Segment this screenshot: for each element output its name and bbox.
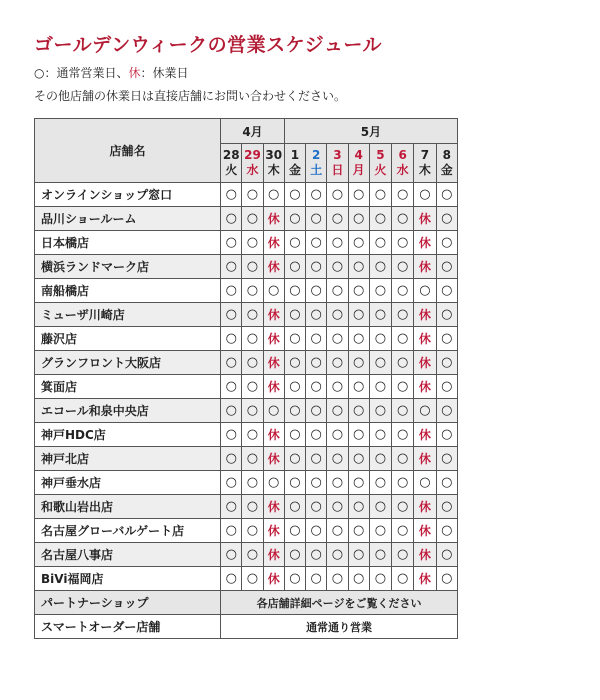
status-holiday: 休: [414, 375, 436, 399]
day-header-cell: [284, 144, 305, 183]
status-open: ○: [284, 231, 305, 255]
store-name: オンラインショップ窓口: [35, 183, 221, 207]
status-open: ○: [284, 495, 305, 519]
status-open: ○: [392, 375, 414, 399]
legend-holiday-text: ：休業日: [140, 66, 189, 80]
status-open: ○: [369, 495, 391, 519]
day-number: 3: [333, 148, 342, 162]
store-name: 箕面店: [35, 375, 221, 399]
status-open: ○: [436, 351, 457, 375]
status-open: ○: [392, 423, 414, 447]
day-of-week: 木: [267, 163, 280, 177]
day-header-cell: [369, 144, 391, 183]
status-open: ○: [242, 543, 263, 567]
status-open: ○: [392, 231, 414, 255]
status-open: ○: [327, 495, 348, 519]
status-open: ○: [221, 471, 242, 495]
contact-note: その他店舗の休業日は直接店舗にお問い合わせください。: [34, 89, 347, 103]
store-name: 神戸垂水店: [35, 471, 221, 495]
status-open: ○: [221, 207, 242, 231]
store-row: [35, 279, 458, 303]
store-name: 名古屋八事店: [35, 543, 221, 567]
status-open: ○: [327, 231, 348, 255]
status-open: ○: [414, 471, 436, 495]
status-holiday: 休: [414, 351, 436, 375]
store-row: [35, 327, 458, 351]
status-open: ○: [327, 375, 348, 399]
store-row: [35, 231, 458, 255]
day-of-week: 月: [352, 163, 365, 177]
status-holiday: 休: [263, 327, 284, 351]
status-open: ○: [284, 399, 305, 423]
status-holiday: 休: [414, 495, 436, 519]
store-name: 南船橋店: [35, 279, 221, 303]
status-holiday: 休: [263, 303, 284, 327]
status-open: ○: [436, 231, 457, 255]
status-open: ○: [221, 303, 242, 327]
day-of-week: 土: [310, 163, 323, 177]
store-row: [35, 567, 458, 591]
status-open: ○: [369, 399, 391, 423]
status-open: ○: [263, 471, 284, 495]
status-open: ○: [369, 327, 391, 351]
status-open: ○: [369, 423, 391, 447]
status-open: ○: [436, 183, 457, 207]
status-open: ○: [284, 255, 305, 279]
status-open: ○: [284, 183, 305, 207]
status-holiday: 休: [414, 567, 436, 591]
status-open: ○: [242, 567, 263, 591]
status-open: ○: [348, 351, 369, 375]
status-open: ○: [242, 471, 263, 495]
store-name: エコール和泉中央店: [35, 399, 221, 423]
status-open: ○: [284, 471, 305, 495]
day-header-cell: [242, 144, 263, 183]
status-open: ○: [369, 375, 391, 399]
status-holiday: 休: [414, 543, 436, 567]
legend: [34, 64, 189, 81]
status-open: ○: [327, 207, 348, 231]
status-open: ○: [392, 447, 414, 471]
day-header-cell: [263, 144, 284, 183]
status-holiday: 休: [414, 423, 436, 447]
status-open: ○: [284, 351, 305, 375]
status-open: ○: [348, 303, 369, 327]
status-open: ○: [369, 567, 391, 591]
store-name: 日本橋店: [35, 231, 221, 255]
day-of-week: 木: [418, 163, 431, 177]
status-open: ○: [348, 375, 369, 399]
status-open: ○: [348, 327, 369, 351]
status-open: ○: [392, 567, 414, 591]
status-holiday: 休: [263, 447, 284, 471]
status-open: ○: [263, 279, 284, 303]
status-open: ○: [242, 423, 263, 447]
status-open: ○: [242, 327, 263, 351]
status-open: ○: [221, 279, 242, 303]
status-open: ○: [327, 423, 348, 447]
status-open: ○: [221, 519, 242, 543]
status-holiday: 休: [414, 231, 436, 255]
day-header-cell: [327, 144, 348, 183]
status-open: ○: [327, 279, 348, 303]
day-header-cell: [436, 144, 457, 183]
status-open: ○: [242, 351, 263, 375]
day-number: 7: [420, 148, 430, 162]
day-of-week: 日: [331, 163, 344, 177]
day-number: 4: [354, 148, 363, 162]
status-holiday: 休: [263, 423, 284, 447]
store-row: [35, 351, 458, 375]
status-open: ○: [327, 183, 348, 207]
status-holiday: 休: [414, 327, 436, 351]
status-open: ○: [306, 423, 327, 447]
status-open: ○: [242, 279, 263, 303]
status-open: ○: [242, 447, 263, 471]
store-row: [35, 375, 458, 399]
store-row: [35, 471, 458, 495]
legend-open-symbol: ○: [34, 66, 45, 80]
legend-holiday-symbol: 休: [128, 66, 141, 80]
status-open: ○: [392, 327, 414, 351]
status-open: ○: [306, 231, 327, 255]
status-open: ○: [369, 543, 391, 567]
status-open: ○: [306, 567, 327, 591]
status-holiday: 休: [263, 351, 284, 375]
status-open: ○: [392, 207, 414, 231]
day-of-week: 火: [374, 163, 387, 177]
status-open: ○: [348, 519, 369, 543]
status-open: ○: [392, 279, 414, 303]
status-open: ○: [392, 303, 414, 327]
day-header-cell: [348, 144, 369, 183]
status-open: ○: [242, 375, 263, 399]
status-open: ○: [221, 375, 242, 399]
status-open: ○: [327, 399, 348, 423]
status-open: ○: [242, 519, 263, 543]
status-open: ○: [348, 231, 369, 255]
day-header-cell: [221, 144, 242, 183]
day-of-week: 水: [246, 163, 259, 177]
store-name: 名古屋グローバルゲート店: [35, 519, 221, 543]
status-holiday: 休: [263, 519, 284, 543]
store-name: ミューザ川崎店: [35, 303, 221, 327]
store-name: グランフロント大阪店: [35, 351, 221, 375]
store-name: 神戸北店: [35, 447, 221, 471]
day-number: 6: [398, 148, 407, 162]
status-open: ○: [436, 303, 457, 327]
status-holiday: 休: [263, 255, 284, 279]
status-open: ○: [221, 495, 242, 519]
status-open: ○: [436, 495, 457, 519]
status-open: ○: [327, 327, 348, 351]
schedule-body: [35, 183, 458, 591]
status-open: ○: [436, 567, 457, 591]
store-row: [35, 399, 458, 423]
schedule-table: [34, 118, 458, 639]
page-title: ゴールデンウィークの営業スケジュール: [34, 34, 382, 56]
status-open: ○: [263, 183, 284, 207]
status-open: ○: [306, 183, 327, 207]
status-open: ○: [327, 447, 348, 471]
status-holiday: 休: [414, 255, 436, 279]
status-open: ○: [369, 279, 391, 303]
status-open: ○: [306, 519, 327, 543]
status-open: ○: [369, 231, 391, 255]
status-open: ○: [369, 303, 391, 327]
status-open: ○: [392, 351, 414, 375]
day-of-week: 水: [396, 163, 409, 177]
status-open: ○: [306, 375, 327, 399]
status-open: ○: [284, 375, 305, 399]
status-open: ○: [284, 567, 305, 591]
status-open: ○: [327, 543, 348, 567]
status-open: ○: [221, 327, 242, 351]
status-open: ○: [242, 495, 263, 519]
day-number: 1: [290, 148, 300, 162]
day-number: 28: [222, 148, 240, 162]
legend-open-text: ：通常営業日、: [44, 66, 129, 80]
status-open: ○: [436, 375, 457, 399]
store-row: [35, 303, 458, 327]
status-open: ○: [369, 207, 391, 231]
status-open: ○: [436, 327, 457, 351]
status-open: ○: [306, 279, 327, 303]
status-open: ○: [306, 495, 327, 519]
status-open: ○: [369, 183, 391, 207]
status-holiday: 休: [263, 543, 284, 567]
status-open: ○: [221, 231, 242, 255]
status-open: ○: [284, 303, 305, 327]
status-open: ○: [284, 543, 305, 567]
status-open: ○: [414, 279, 436, 303]
status-open: ○: [221, 567, 242, 591]
status-open: ○: [284, 327, 305, 351]
store-row: [35, 543, 458, 567]
status-open: ○: [348, 423, 369, 447]
status-open: ○: [327, 519, 348, 543]
status-open: ○: [348, 567, 369, 591]
status-open: ○: [348, 399, 369, 423]
day-number: 30: [265, 148, 283, 162]
smart-order-note: 通常通り営業: [221, 615, 458, 639]
status-open: ○: [221, 399, 242, 423]
day-number: 29: [244, 148, 261, 162]
status-holiday: 休: [414, 207, 436, 231]
status-open: ○: [436, 471, 457, 495]
store-row: [35, 207, 458, 231]
status-holiday: 休: [414, 447, 436, 471]
store-row: [35, 423, 458, 447]
status-open: ○: [306, 327, 327, 351]
status-open: ○: [348, 543, 369, 567]
status-open: ○: [263, 399, 284, 423]
smart-order-row: [35, 615, 458, 639]
status-open: ○: [392, 183, 414, 207]
status-open: ○: [436, 447, 457, 471]
smart-order-store-name: スマートオーダー店舗: [35, 615, 221, 639]
status-open: ○: [306, 399, 327, 423]
store-name: 品川ショールーム: [35, 207, 221, 231]
status-holiday: 休: [263, 495, 284, 519]
status-open: ○: [306, 207, 327, 231]
partner-store-name: パートナーショップ: [35, 591, 221, 615]
status-open: ○: [348, 207, 369, 231]
status-open: ○: [436, 519, 457, 543]
status-open: ○: [327, 351, 348, 375]
status-open: ○: [369, 471, 391, 495]
status-open: ○: [306, 303, 327, 327]
status-open: ○: [306, 471, 327, 495]
store-row: [35, 447, 458, 471]
day-of-week: 金: [288, 163, 301, 177]
day-header-cell: [306, 144, 327, 183]
status-open: ○: [392, 543, 414, 567]
store-name: 横浜ランドマーク店: [35, 255, 221, 279]
status-open: ○: [242, 255, 263, 279]
status-open: ○: [242, 303, 263, 327]
status-holiday: 休: [263, 375, 284, 399]
status-open: ○: [348, 279, 369, 303]
status-open: ○: [284, 519, 305, 543]
status-open: ○: [392, 255, 414, 279]
status-open: ○: [348, 183, 369, 207]
store-row: [35, 183, 458, 207]
partner-note: 各店舗詳細ページをご覧ください: [221, 591, 458, 615]
month-april: 4月: [221, 119, 285, 144]
status-open: ○: [392, 399, 414, 423]
day-number: 5: [376, 148, 385, 162]
store-header: 店舗名: [35, 119, 221, 183]
status-open: ○: [221, 255, 242, 279]
status-holiday: 休: [263, 567, 284, 591]
status-open: ○: [392, 471, 414, 495]
status-open: ○: [221, 423, 242, 447]
status-open: ○: [436, 543, 457, 567]
status-open: ○: [242, 399, 263, 423]
status-open: ○: [221, 351, 242, 375]
day-of-week: 金: [440, 163, 453, 177]
store-name: BiVi福岡店: [35, 567, 221, 591]
status-open: ○: [436, 255, 457, 279]
status-holiday: 休: [263, 231, 284, 255]
month-may: 5月: [284, 119, 457, 144]
status-open: ○: [348, 471, 369, 495]
status-open: ○: [369, 447, 391, 471]
store-name: 神戸HDC店: [35, 423, 221, 447]
store-name: 藤沢店: [35, 327, 221, 351]
status-open: ○: [327, 567, 348, 591]
status-open: ○: [436, 207, 457, 231]
status-open: ○: [242, 183, 263, 207]
status-open: ○: [221, 447, 242, 471]
status-open: ○: [242, 231, 263, 255]
status-open: ○: [327, 303, 348, 327]
status-open: ○: [392, 495, 414, 519]
status-open: ○: [369, 255, 391, 279]
store-name: 和歌山岩出店: [35, 495, 221, 519]
status-open: ○: [414, 399, 436, 423]
store-row: [35, 255, 458, 279]
status-open: ○: [369, 351, 391, 375]
day-of-week: 火: [225, 163, 238, 177]
status-open: ○: [327, 255, 348, 279]
status-open: ○: [242, 207, 263, 231]
status-open: ○: [436, 279, 457, 303]
status-open: ○: [414, 183, 436, 207]
status-open: ○: [284, 207, 305, 231]
status-open: ○: [436, 423, 457, 447]
status-holiday: 休: [263, 207, 284, 231]
status-open: ○: [348, 255, 369, 279]
store-row: [35, 519, 458, 543]
status-open: ○: [306, 447, 327, 471]
status-open: ○: [284, 447, 305, 471]
status-open: ○: [284, 279, 305, 303]
day-header-cell: [392, 144, 414, 183]
status-open: ○: [221, 183, 242, 207]
status-open: ○: [284, 423, 305, 447]
status-open: ○: [306, 255, 327, 279]
status-open: ○: [306, 351, 327, 375]
day-number: 2: [312, 148, 321, 162]
status-open: ○: [306, 543, 327, 567]
status-open: ○: [327, 471, 348, 495]
status-holiday: 休: [414, 303, 436, 327]
status-open: ○: [221, 543, 242, 567]
status-open: ○: [436, 399, 457, 423]
store-row: [35, 495, 458, 519]
status-holiday: 休: [414, 519, 436, 543]
day-number: 8: [442, 148, 451, 162]
partner-row: [35, 591, 458, 615]
status-open: ○: [392, 519, 414, 543]
status-open: ○: [348, 447, 369, 471]
status-open: ○: [348, 495, 369, 519]
status-open: ○: [369, 519, 391, 543]
day-header-cell: [414, 144, 436, 183]
